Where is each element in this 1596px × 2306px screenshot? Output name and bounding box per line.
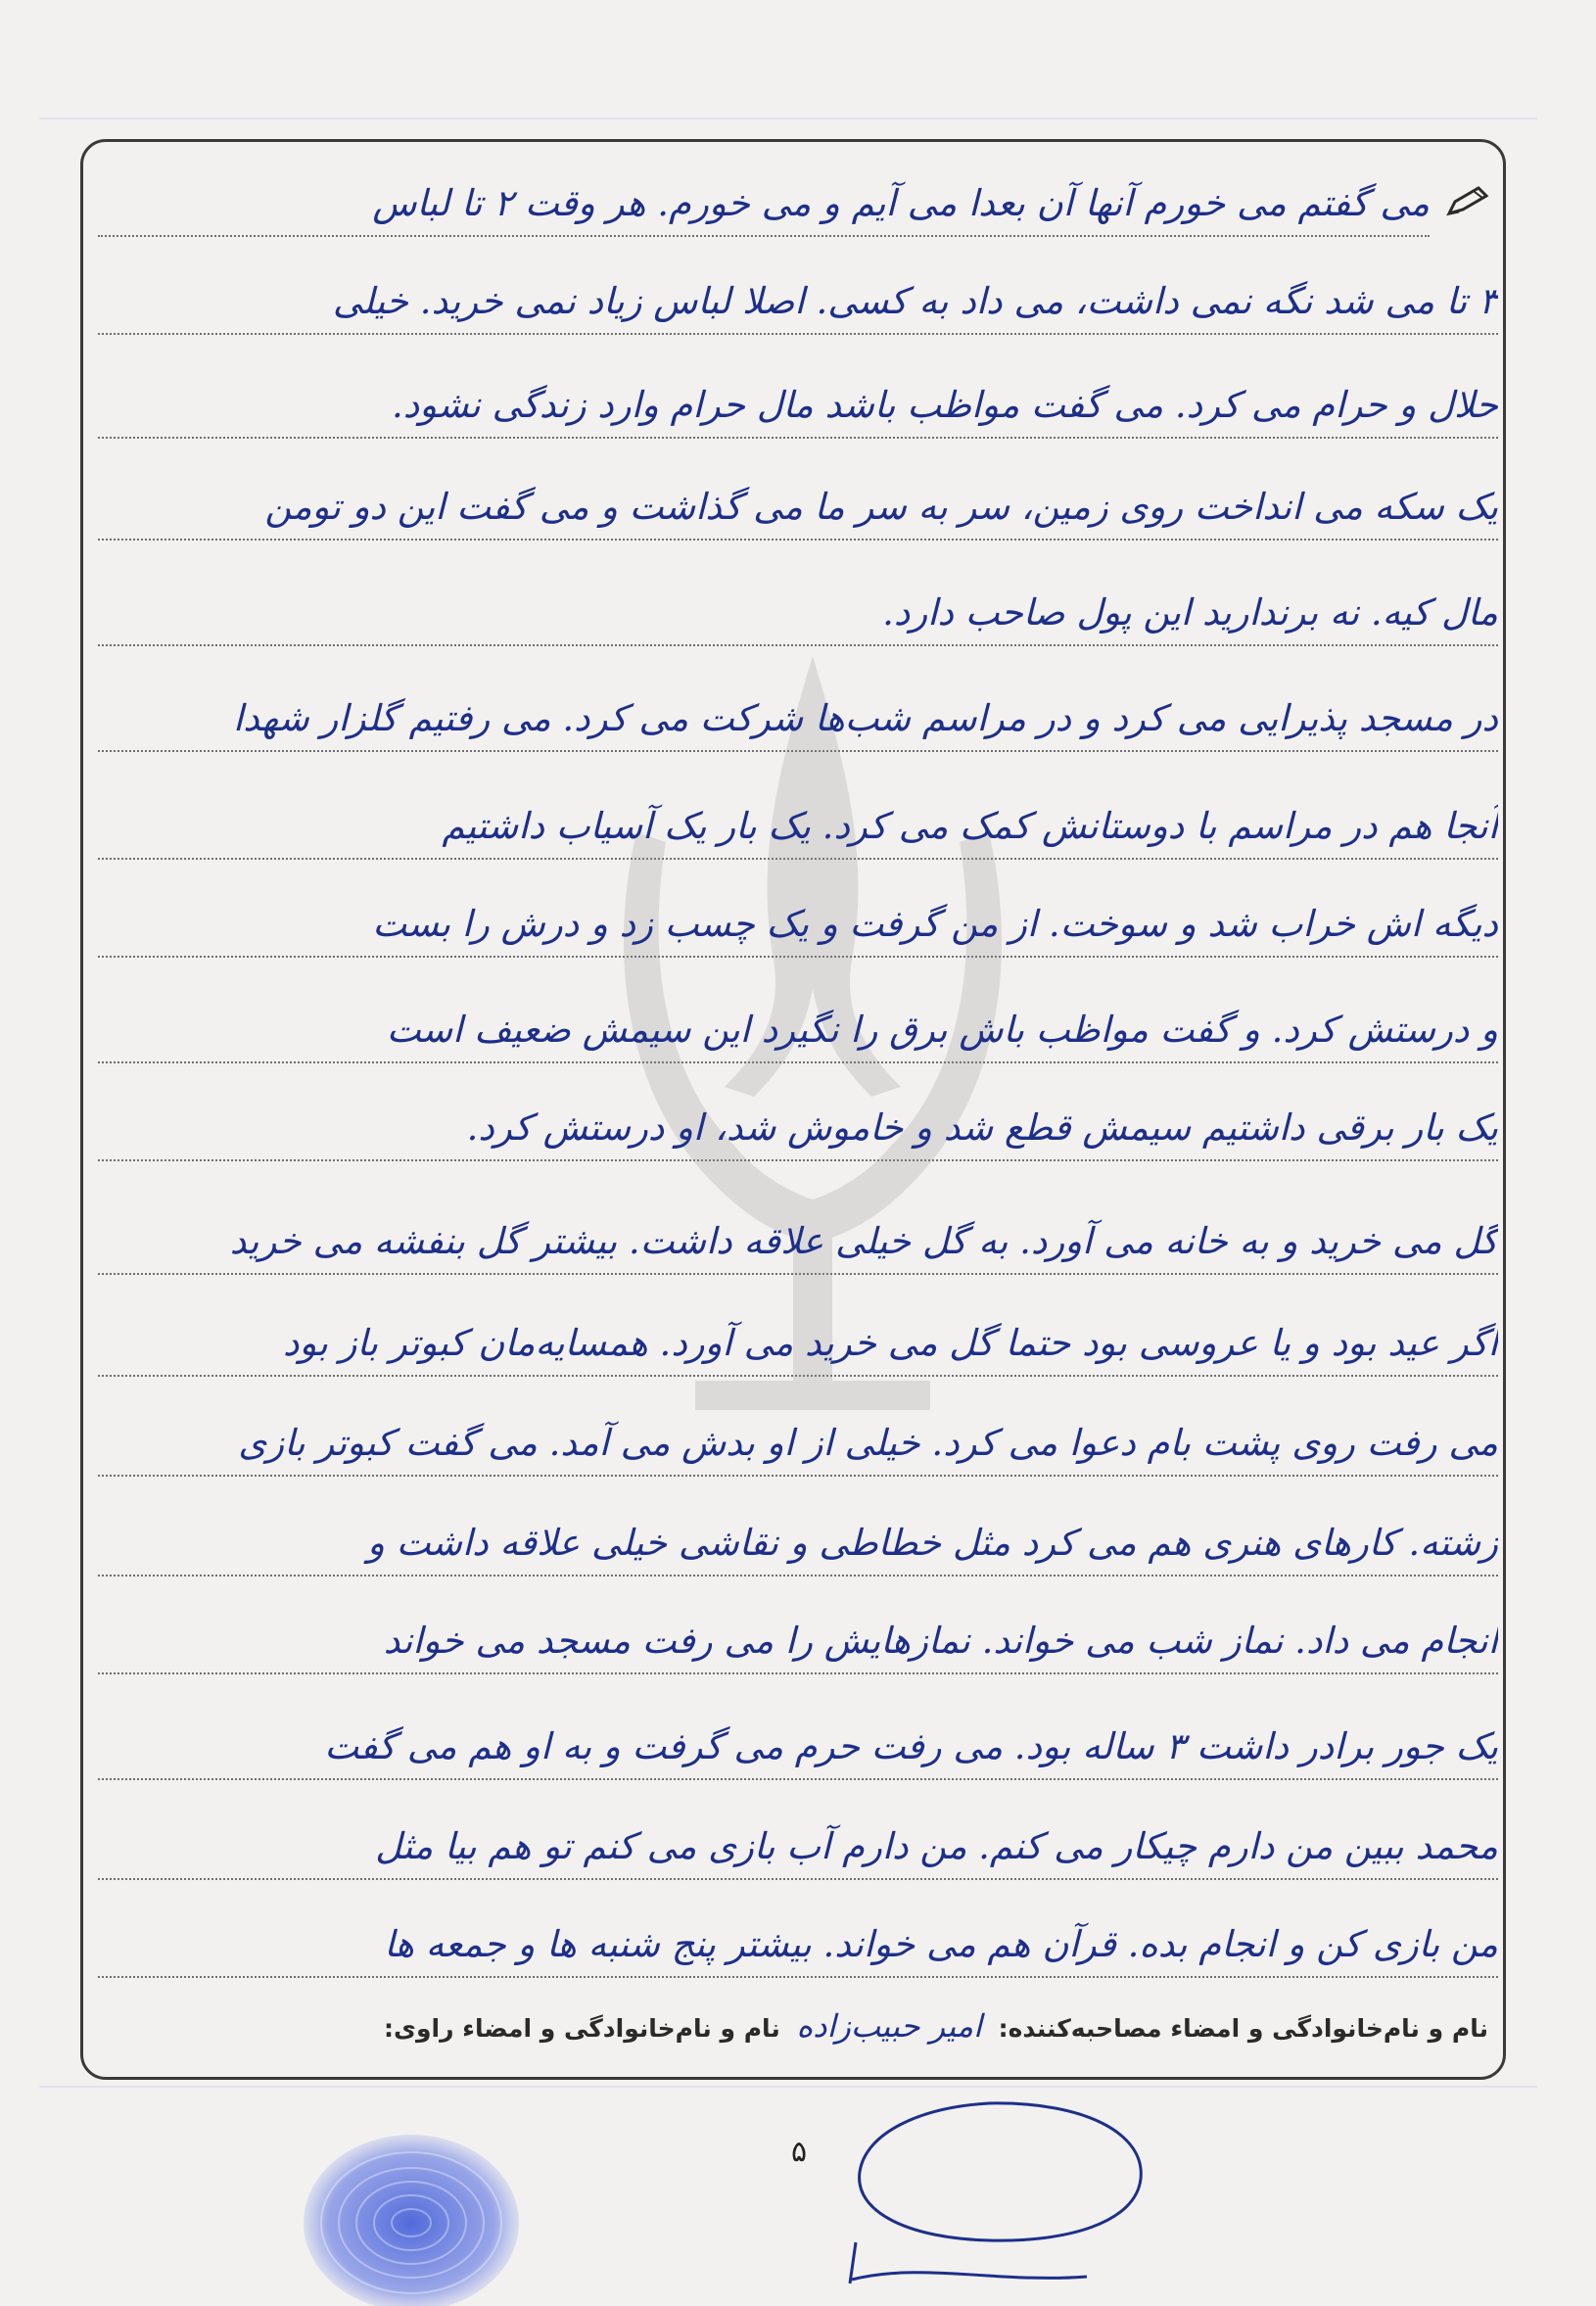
interviewer-label: نام و نام‌خانوادگی و امضاء مصاحبه‌کننده: (998, 2014, 1488, 2043)
text-line: اگر عید بود و یا عروسی بود حتما گل می خرید می آورد. همسایه‌مان کبوتر باز بود (98, 1308, 1498, 1379)
text-line: آنجا هم در مراسم با دوستانش کمک می کرد. یک بار یک آسیاب داشتیم (98, 791, 1498, 862)
text-line: انجام می داد. نماز شب می خواند. نمازهایش را می رفت مسجد می خواند (98, 1606, 1498, 1676)
text-line: یک سکه می انداخت روی زمین، سر به سر ما می گذاشت و می گفت این دو تومن (98, 472, 1498, 542)
text-line: یک جور برادر داشت ۳ ساله بود. می رفت حرم می گرفت و به او هم می گفت (98, 1712, 1498, 1782)
text-line: دیگه اش خراب شد و سوخت. از من گرفت و یک چسب زد و درش را بست (98, 889, 1498, 960)
page-number: ۵ (791, 2135, 808, 2169)
fingerprint-stamp (294, 2115, 529, 2306)
text-line: ۳ تا می شد نگه نمی داشت، می داد به کسی. اصلا لباس زیاد نمی خرید. خیلی (98, 266, 1498, 337)
text-line: در مسجد پذیرایی می کرد و در مراسم شب‌ها شرکت می کرد. می رفتیم گلزار شهدا (98, 683, 1498, 754)
text-line: زشته. کارهای هنری هم می کرد مثل خطاطی و نقاشی خیلی علاقه داشت و (98, 1508, 1498, 1578)
text-line: می گفتم می خورم آنها آن بعدا می آیم و می خورم. هر وقت ۲ تا لباس (98, 168, 1430, 239)
interviewer-signature: امیر حبیب‌زاده (796, 2007, 982, 2045)
signature-footer (384, 2007, 1488, 2045)
text-line: گل می خرید و به خانه می آورد. به گل خیلی علاقه داشت. بیشتر گل بنفشه می خرید (98, 1206, 1498, 1277)
text-line: محمد ببین من دارم چیکار می کنم. من دارم آب بازی می کنم تو هم بیا مثل (98, 1812, 1498, 1882)
narrator-label: نام و نام‌خانوادگی و امضاء راوی: (384, 2014, 780, 2043)
text-line: و درستش کرد. و گفت مواظب باش برق را نگیرد این سیمش ضعیف است (98, 995, 1498, 1065)
text-line: می رفت روی پشت بام دعوا می کرد. خیلی از او بدش می آمد. می گفت کبوتر بازی (98, 1408, 1498, 1479)
text-line: مال کیه. نه برندارید این پول صاحب دارد. (98, 578, 1498, 648)
text-line: من بازی کن و انجام بده. قرآن هم می خواند. بیشتر پنج شنبه ها و جمعه ها (98, 1909, 1498, 1980)
text-line: حلال و حرام می کرد. می گفت مواظب باشد مال حرام وارد زندگی نشود. (98, 370, 1498, 441)
text-line: یک بار برقی داشتیم سیمش قطع شد و خاموش شد، او درستش کرد. (98, 1093, 1498, 1163)
signature-scribble (842, 2095, 1155, 2291)
